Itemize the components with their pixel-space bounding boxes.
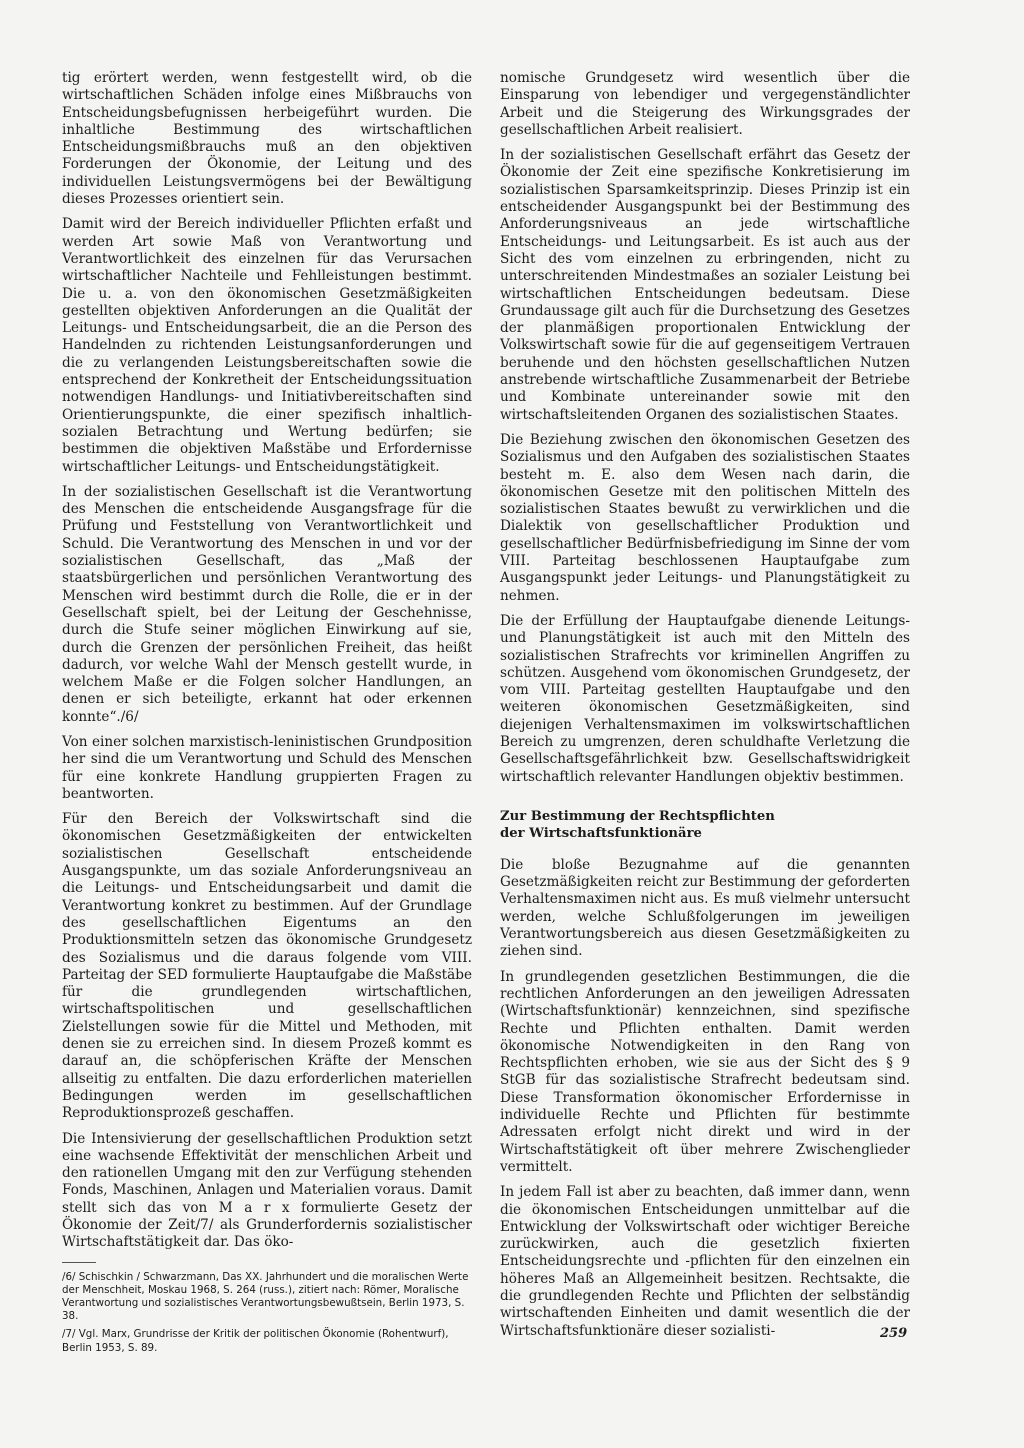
body-paragraph: In jedem Fall ist aber zu beachten, daß immer dann, wenn die ökonomischen Entscheidungen unmittelbar auf die Entwicklung der Volkswirtschaft oder wichtiger Bereiche zurückwirken, auch die gesetzlich fixierten Entscheidungsrechte und -pflichten für den einzelnen ein höheres Maß an Allgemeinheit besitzen. Rechtsakte, die die grundlegenden Rechte und Pflichten der selbständig wirtschaftenden Einheiten und damit wesentlich die der Wirtschaftsfunktionäre dieser sozialisti- bbox=[500, 1184, 910, 1339]
left-column bbox=[62, 70, 472, 1360]
body-paragraph: nomische Grundgesetz wird wesentlich über die Einsparung von lebendiger und vergegenständlichter Arbeit und die Steigerung des Wirkungsgrades der gesellschaftlichen Arbeit realisiert. bbox=[500, 70, 910, 138]
section-heading-line: Zur Bestimmung der Rechtspflichten bbox=[500, 808, 775, 824]
footnote: /6/ Schischkin / Schwarzmann, Das XX. Jahrhundert und die moralischen Werte der Menschheit, Moskau 1968, S. 264 (russ.), zitiert nach: Römer, Moralische Verantwortung und sozialistisches Verantwortungsbewußtsein, Berlin 1973, S. 38. bbox=[62, 1270, 469, 1323]
body-paragraph: tig erörtert werden, wenn festgestellt wird, ob die wirtschaftlichen Schäden infolge eines Mißbrauchs von Entscheidungsbefugnissen herbeigeführt wurden. Die inhaltliche Bestimmung des wirtschaftlichen Entscheidungsmißbrauchs muß an den objektiven Forderungen der Ökonomie, der Leitung und des individuellen Leistungsvermögens bei der Bewältigung dieses Prozesses orientiert sein. bbox=[62, 70, 472, 208]
footnote: /7/ Vgl. Marx, Grundrisse der Kritik der politischen Ökonomie (Rohentwurf), Berlin 1953, S. 89. bbox=[62, 1328, 449, 1354]
section-heading bbox=[500, 808, 910, 843]
footnote-separator bbox=[62, 1262, 96, 1263]
body-paragraph: In grundlegenden gesetzlichen Bestimmungen, die die rechtlichen Anforderungen an den jeweiligen Adressaten (Wirtschaftsfunktionär) kennzeichnen, sind spezifische Rechte und Pflichten enthalten. Damit werden ökonomische Notwendigkeiten in den Rang von Rechtspflichten erhoben, wie sie aus der Sicht des § 9 StGB für das sozialistische Strafrecht bedeutsam sind. Diese Transformation ökonomischer Erfordernisse in individuelle Rechte und Pflichten für bestimmte Adressaten erfolgt nicht direkt und wird in der Wirtschaftstätigkeit oft über mehrere Zwischenglieder vermittelt. bbox=[500, 968, 910, 1175]
body-paragraph: Für den Bereich der Volkswirtschaft sind die ökonomischen Gesetzmäßigkeiten der entwickelten sozialistischen Gesellschaft entscheidende Ausgangspunkte, um das soziale Anforderungsniveau an die Leitungs- und Entscheidungsarbeit und damit die Verantwortung konkret zu bestimmen. Auf der Grundlage des gesellschaftlichen Eigentums an den Produktionsmitteln setzen das ökonomische Grundgesetz des Sozialismus und die daraus folgende vom VIII. Parteitag der SED formulierte Hauptaufgabe die Maßstäbe für die grundlegenden wirtschaftlichen, wirtschaftspolitischen und gesellschaftlichen Zielstellungen sowie für die Mittel und Methoden, mit denen sie zu erreichen sind. In diesem Prozeß kommt es darauf an, die schöpferischen Kräfte der Menschen allseitig zu entfalten. Die dazu erforderlichen materiellen Bedingungen werden im gesellschaftlichen Reproduktionsprozeß geschaffen. bbox=[62, 811, 472, 1122]
body-paragraph: Damit wird der Bereich individueller Pflichten erfaßt und werden Art sowie Maß von Verantwortung und Verantwortlichkeit des einzelnen für das Verursachen wirtschaftlicher Nachteile und Fehlleistungen bestimmt. Die u. a. von den ökonomischen Gesetzmäßigkeiten gestellten objektiven Anforderungen an die Qualität der Leitungs- und Entscheidungsarbeit, die an die Person des Handelnden zu richtenden Leistungsanforderungen und die zu verlangenden Leistungsbereitschaften sowie die entsprechend der Konkretheit der Entscheidungssituation notwendigen Handlungs- und Initiativbereitschaften sind Orientierungspunkte, die einer spezifisch inhaltlich-sozialen Betrachtung und Wertung bedürfen; sie bestimmen die objektiven Maßstäbe und Erfordernisse wirtschaftlicher Leitungs- und Entscheidungstätigkeit. bbox=[62, 216, 472, 475]
body-paragraph: Die Intensivierung der gesellschaftlichen Produktion setzt eine wachsende Effektivität der menschlichen Arbeit und den rationellen Umgang mit den zur Verfügung stehenden Fonds, Maschinen, Anlagen und Materialien voraus. Damit stellt sich das von M a r x formulierte Gesetz der Ökonomie der Zeit/7/ als Grunderfordernis sozialistischer Wirtschaftstätigkeit dar. Das öko- bbox=[62, 1130, 472, 1251]
body-paragraph: Die bloße Bezugnahme auf die genannten Gesetzmäßigkeiten reicht zur Bestimmung der geforderten Verhaltensmaximen nicht aus. Es muß vielmehr untersucht werden, welche Schlußfolgerungen im jeweiligen Verantwortungsbereich aus diesen Gesetzmäßigkeiten zu ziehen sind. bbox=[500, 856, 910, 960]
right-column bbox=[500, 70, 910, 1348]
body-paragraph: Die Beziehung zwischen den ökonomischen Gesetzen des Sozialismus und den Aufgaben des sozialistischen Staates besteht m. E. also dem Wesen nach darin, die ökonomischen Gesetze mit den politischen Mitteln des sozialistischen Staates bewußt zu verwirklichen und die Dialektik von gesellschaftlicher Produktion und gesellschaftlicher Bedürfnisbefriedigung im Sinne der vom VIII. Parteitag beschlossenen Hauptaufgabe zum Ausgangspunkt jeder Leitungs- und Planungstätigkeit zu nehmen. bbox=[500, 431, 910, 604]
page-number: 259 bbox=[880, 1326, 908, 1341]
body-paragraph: Von einer solchen marxistisch-leninistischen Grundposition her sind die um Verantwortung und Schuld des Menschen für eine konkrete Handlung gruppierten Fragen zu beantworten. bbox=[62, 733, 472, 802]
body-paragraph: Die der Erfüllung der Hauptaufgabe dienende Leitungs- und Planungstätigkeit ist auch mit den Mitteln des sozialistischen Strafrechts vor kriminellen Angriffen zu schützen. Ausgehend vom ökonomischen Grundgesetz, der vom VIII. Parteitag gestellten Hauptaufgabe und den weiteren ökonomischen Gesetzmäßigkeiten, sind diejenigen Verhaltensmaximen im volkswirtschaftlichen Bereich zu umgrenzen, deren schuldhafte Verletzung die Gesellschaftsgefährlichkeit bzw. Gesellschaftswidrigkeit wirtschaftlich relevanter Handlungen objektiv bestimmen. bbox=[500, 612, 910, 785]
body-paragraph: In der sozialistischen Gesellschaft erfährt das Gesetz der Ökonomie der Zeit eine spezifische Konkretisierung im sozialistischen Sparsamkeitsprinzip. Dieses Prinzip ist ein entscheidender Ausgangspunkt bei der Bestimmung des Anforderungsniveaus an jede wirtschaftliche Entscheidungs- und Leitungsarbeit. Es ist auch aus der Sicht des vom einzelnen zu erbringenden, nicht zu unterschreitenden Mindestmaßes an sozialer Leistung bei wirtschaftlichen Entscheidungen bedeutsam. Diese Grundaussage gilt auch für die Durchsetzung des Gesetzes der planmäßigen proportionalen Entwicklung der Volkswirtschaft sowie für die auf gegenseitigem Vertrauen beruhende und den höchsten gesellschaftlichen Nutzen anstrebende wirtschaftliche Zusammenarbeit der Betriebe und Kombinate untereinander sowie mit den wirtschaftsleitenden Organen des sozialistischen Staates. bbox=[500, 147, 910, 423]
section-heading-line: der Wirtschaftsfunktionäre bbox=[500, 826, 702, 842]
body-paragraph: In der sozialistischen Gesellschaft ist die Verantwortung des Menschen die entscheidende Ausgangsfrage für die Prüfung und Feststellung von Verantwortlichkeit und Schuld. Die Verantwortung des Menschen in und vor der sozialistischen Gesellschaft, das „Maß der staatsbürgerlichen und persönlichen Verantwortung des Menschen wird bestimmt durch die Rolle, die er in der Gesellschaft spielt, bei der Leitung der Geschehnisse, durch die Stufe seiner möglichen Einwirkung auf sie, durch die Grenzen der persönlichen Freiheit, das heißt dadurch, vor welche Wahl der Mensch gestellt wurde, in welchem Maße er die Folgen solcher Handlungen, an denen er sich beteiligte, erkannt hat oder erkennen konnte“./6/ bbox=[62, 483, 472, 725]
